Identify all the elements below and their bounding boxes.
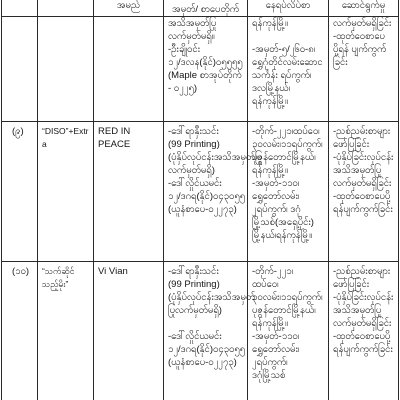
cell-line: -ပုံနှိပ်ခြင်းလုပ်ငန်း <box>333 292 394 303</box>
cell-line: လက်မှတ်မရှိ။ <box>168 31 215 42</box>
cell-line: မြို့နယ်၊ရန်ကုန်မြို့။ <box>252 230 313 241</box>
cell-line: -ထုတ်ဝေစာပေပို့ <box>333 191 391 202</box>
cell-line: ၁၂/ဒလန(နိုင်)၀၅၅၅၅ <box>168 57 243 68</box>
address-cell <box>247 17 328 122</box>
row-number-text: (၁၀) <box>12 266 30 277</box>
row-number <box>1 122 37 262</box>
address-cell <box>247 262 328 400</box>
cell-line: အသိအမှတ်ပြု <box>333 165 382 176</box>
cell-line: ဖော်ပြခြင်း <box>333 139 370 150</box>
header-label-publisher: အမှတ်/ စာပေတိုက် <box>171 4 240 15</box>
publication-name-text: “သက်ဆိုင်သည့်မိုး” <box>42 266 75 289</box>
cell-line: လက်မှတ်မရှိခြင်း <box>333 18 392 29</box>
cell-line: လက်မှတ်မရှိခြင်း <box>333 318 392 329</box>
cell-line: ဒဂုံမြို့သစ် <box>252 370 286 381</box>
header-cell-publication <box>37 0 93 17</box>
row-number <box>1 262 37 400</box>
cell-line: (ယူနံစာပေ-၀၂၂၇၃) <box>168 357 237 368</box>
cell-line: ရန်ကုန်မြို့။ <box>252 18 288 29</box>
cell-line: ရွှေတော်လမ်း၊ <box>252 191 300 202</box>
header-cell-publisher <box>163 0 247 17</box>
cell-line: -တိုက်-၂၂၁၊ထပ်ဝေ၊ <box>252 126 320 137</box>
cell-line: ၁၂/ဒဂရ(နိုင်)၀၄၃၀၅၅ <box>168 191 246 202</box>
cell-line: -ဦးချိုဝင်း <box>168 44 201 55</box>
cell-line: ခြင်း <box>333 57 348 68</box>
title-cell <box>93 17 163 122</box>
cell-line: ရွှေဂုံတိုင်လမ်းဆောင <box>252 57 323 68</box>
publication-name <box>37 122 93 262</box>
header-cell-address <box>247 0 328 17</box>
cell-line: လက်မှတ်မရှိခြင်း <box>333 178 392 189</box>
publisher-details <box>163 262 256 400</box>
cell-line: ရန်ပျက်ကွက်ခြင်း <box>333 204 393 215</box>
cell-line: -ထုတ်ဝေစာပေ <box>333 31 385 42</box>
header-label-action: ဆောင်ရွက်မှု <box>341 0 386 11</box>
cell-line: -အမှတ်-၁၁၀၊ <box>252 178 300 189</box>
action-cell <box>328 262 399 400</box>
address-cell <box>247 122 328 262</box>
cell-line: ထပ်ဝေ၊ <box>252 279 279 290</box>
cell-line: အသိအမှတ်ပြု <box>168 18 217 29</box>
cell-line: -ထုတ်ဝေစာပေပို့ <box>333 331 391 342</box>
header-label-title: အမည် <box>116 0 141 11</box>
action-cell <box>328 122 399 262</box>
cell-line: (ယူနံစာပေ-၀၂၂၇၃) <box>168 204 237 215</box>
cell-line: ပို့ရန် ပျက်ကွက် <box>333 44 387 55</box>
row-number <box>1 17 37 122</box>
cell-line: -ညစ်ညမ်းစာများ <box>333 266 391 277</box>
cell-line: ၁၂/ဒဂရ(နိုင်)၀၄၃၀၅၅ <box>168 344 246 355</box>
cell-line: -အမှတ်-၁၁၀၊ <box>252 331 300 342</box>
publisher-details <box>163 17 247 122</box>
header-cell-title <box>93 0 163 17</box>
header-label-address: နေရပ်လိပ်စာ <box>265 0 311 11</box>
header-cell-action <box>328 0 399 17</box>
title-text: RED IN PEACE <box>98 126 131 150</box>
cell-line: ၂ရပ်ကွက်၊ ဒဂုံ <box>252 204 301 215</box>
cell-line: -ပုံနှိပ်ခြင်းလုပ်ငန်း <box>333 152 394 163</box>
table-row <box>0 122 400 262</box>
publication-name-text: “DISO”+Extra <box>42 126 89 149</box>
cell-line: (ပုံနှိပ်လုပ်ငန်းအသိအမှတ်ပြု <box>168 152 263 163</box>
table-header <box>0 0 400 17</box>
cell-line: ရွှေတော်လမ်း၊ <box>252 344 300 355</box>
cell-line: အသိအမှတ်ပြု <box>333 305 382 316</box>
cell-line: မြို့သစ်(အရှေ့ပိုင်း) <box>252 217 314 228</box>
action-cell <box>328 17 399 122</box>
publication-name <box>37 17 93 122</box>
cell-line: ရန်ကုန်မြို့။ <box>252 165 288 176</box>
publisher-details <box>163 122 263 262</box>
row-number-text: (၉) <box>12 126 24 137</box>
cell-line: (99 Printing) <box>168 139 220 150</box>
cell-line: -ဒေါ်လှိုင်ယမင်း <box>168 178 222 189</box>
cell-line: ၃၀လမ်း၊၁၁ရပ်ကွက်၊ <box>252 292 323 303</box>
cell-line: လက်မှတ်မရှိ) <box>168 165 215 176</box>
cell-line: ၂ရပ်ကွက်၊ <box>252 357 288 368</box>
cell-line: ရန်ကုန်မြို့။ <box>252 318 288 329</box>
cell-line: သင်္ကန်း ရပ်ကွက်၊ <box>252 70 312 81</box>
cell-line: ၃၀လမ်း၊၁၁ရပ်ကွက်၊ <box>252 139 323 150</box>
cell-line: -ဒေါ်ရာနှီးသင်း <box>168 266 219 277</box>
title-cell <box>93 262 163 400</box>
table-row <box>0 17 400 122</box>
cell-line: ပုဇွန်တောင်မြို့နယ်၊ <box>252 152 316 163</box>
cell-line: (99 Printing) <box>168 279 220 290</box>
cell-line: -ညစ်ညမ်းစာများ <box>333 126 391 137</box>
table-row <box>0 262 400 400</box>
header-cell-number <box>1 0 37 17</box>
title-text: Vi Vian <box>98 266 128 277</box>
cell-line: - ၀၂၂၅) <box>168 83 197 94</box>
title-cell <box>93 122 163 262</box>
cell-line: -တိုက်-၂၂၁၊ <box>252 266 294 277</box>
cell-line: ပြုလက်မှတ်မရှိ) <box>168 305 222 316</box>
cell-line: -ဒေါ်ရာနှီးသင်း <box>168 126 219 137</box>
cell-line: -ဒေါ်လှိုင်ယမင်း <box>168 331 222 342</box>
cell-line: ဖော်ပြခြင်း <box>333 279 370 290</box>
cell-line: ပုဇွန်တောင်မြို့နယ်၊ <box>252 305 316 316</box>
cell-line: (ပုံနှိပ်လုပ်ငန်းအသိအမှတ် <box>168 292 256 303</box>
cell-line: (Maple စာအုပ်တိုက် <box>168 70 242 81</box>
cell-line: -အမှတ်-၅/၂၆၀-၈၊ <box>252 44 316 55</box>
publication-name <box>37 262 93 400</box>
cell-line: ဒလမြို့နယ်၊ <box>252 83 290 94</box>
cell-line: ရန်ကုန်မြို့။ <box>252 96 288 107</box>
cell-line: ရန်ပျက်ကွက်ခြင်း <box>333 344 393 355</box>
